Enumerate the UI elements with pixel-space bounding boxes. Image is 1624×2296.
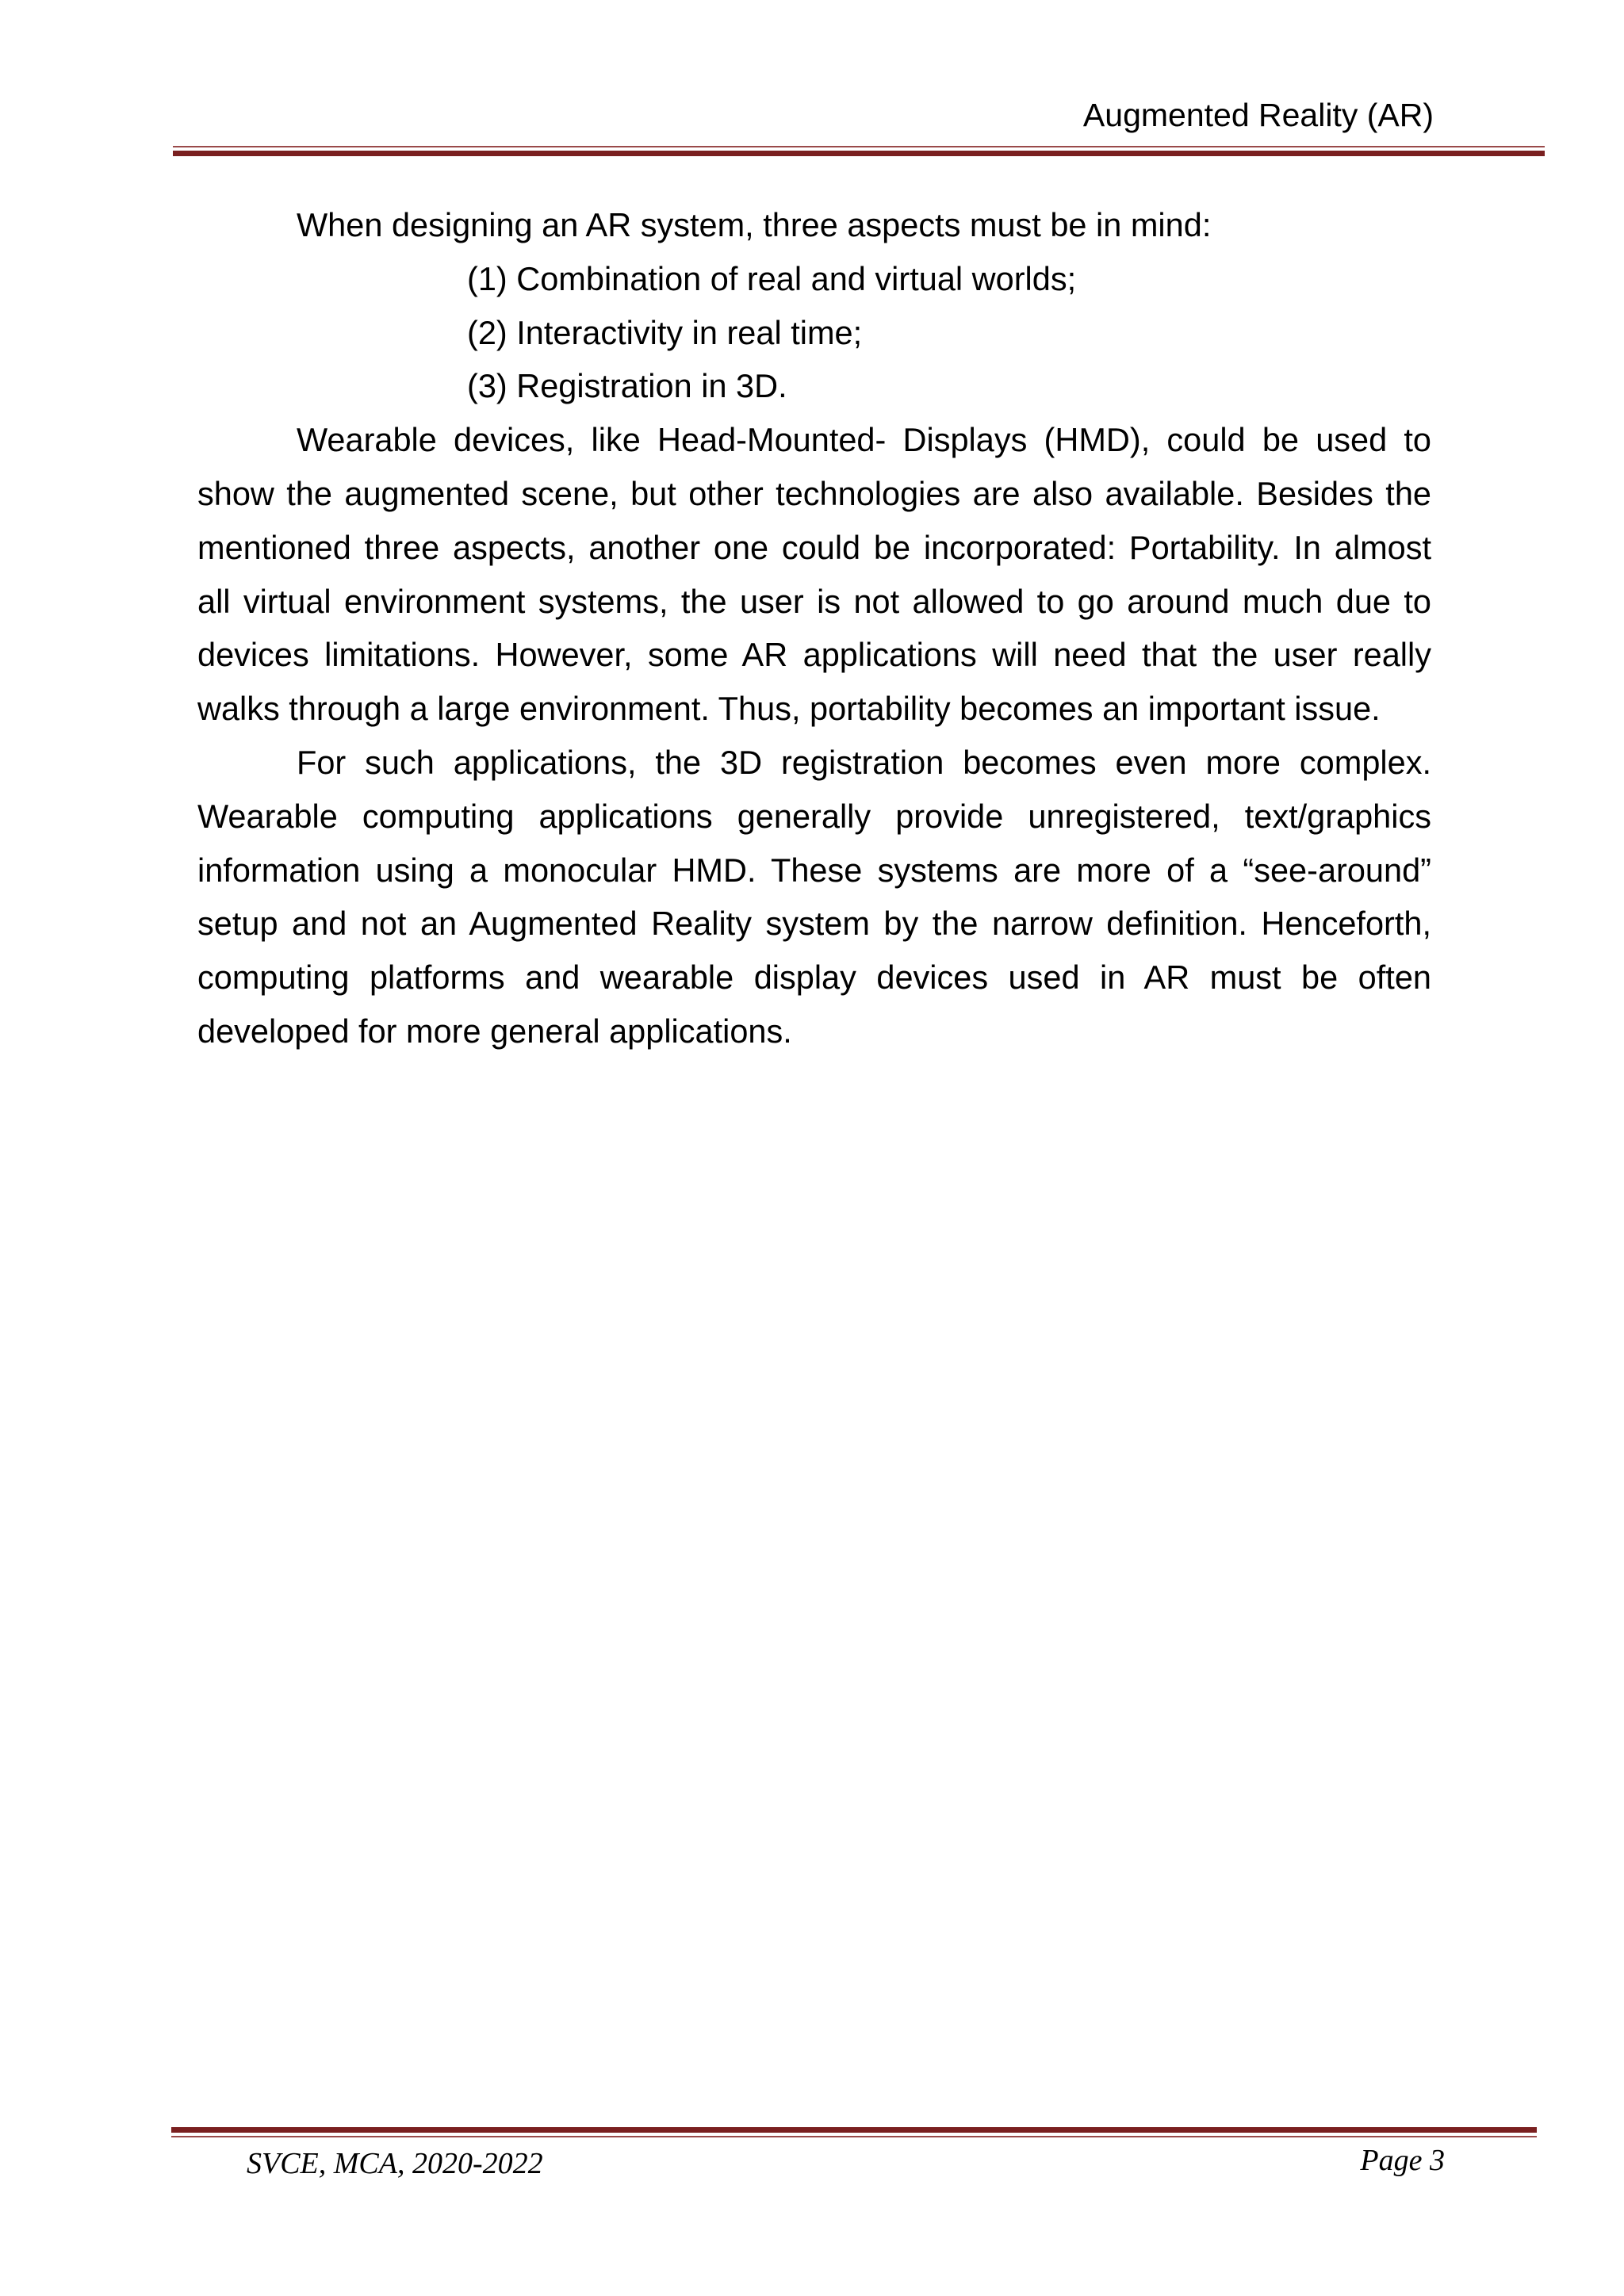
header-rule-thick — [173, 151, 1545, 156]
footer-institution: SVCE, MCA, 2020-2022 — [247, 2147, 543, 2180]
aspect-item-3: (3) Registration in 3D. — [467, 367, 787, 405]
intro-paragraph: When designing an AR system, three aspects must be in mind: — [297, 206, 1212, 243]
paragraph-portability: Wearable devices, like Head-Mounted- Displays (HMD), could be used to show the augmented scene, but other technologies are also available. Besides the mentioned three aspects, another one could be incorporated: Portability. In almost all virtual environment systems, the user is not allowed to go around much due to devices limitations. However, some AR applications will need that the user really walks through a large environment. Thus, portability becomes an important issue. — [197, 421, 1431, 728]
aspect-item-1: (1) Combination of real and virtual worlds; — [467, 259, 1077, 297]
aspect-item-2: (2) Interactivity in real time; — [467, 313, 863, 351]
page-number: Page 3 — [1360, 2144, 1445, 2177]
footer-rule-thin — [171, 2136, 1537, 2137]
footer-rule-thick — [171, 2127, 1537, 2133]
running-header-title: Augmented Reality (AR) — [1082, 97, 1434, 133]
paragraph-registration: For such applications, the 3D registration becomes even more complex. Wearable computing applications generally provide unregistered, text/graphics information using a monocular HMD. These systems are more of a “see-around” setup and not an Augmented Reality system by the narrow definition. Henceforth, computing platforms and wearable display devices used in AR must be often developed for more general applications. — [197, 743, 1431, 1050]
header-rule-thin — [173, 146, 1545, 147]
body-content — [197, 198, 1431, 1058]
